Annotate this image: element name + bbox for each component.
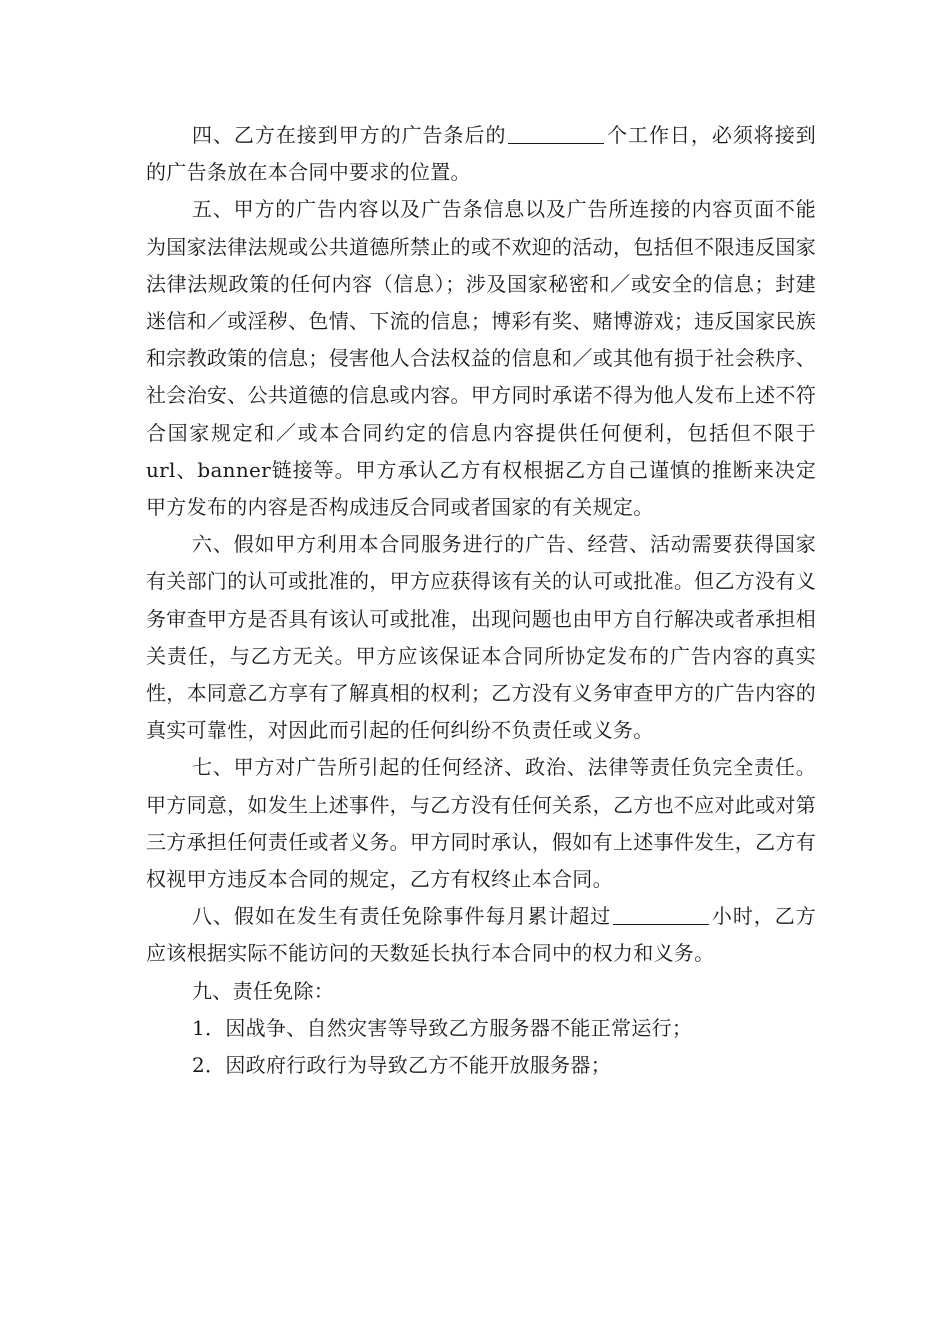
clause-7: 七、甲方对广告所引起的任何经济、政治、法律等责任负完全责任。甲方同意，如发生上述事件，与乙方没有任何关系，乙方也不应对此或对第三方承担任何责任或者义务。甲方同时承认，假如有上述事件发生，乙方有权视甲方违反本合同的规定，乙方有权终止本合同。: [146, 755, 816, 892]
clause-6: 六、假如甲方利用本合同服务进行的广告、经营、活动需要获得国家有关部门的认可或批准的，甲方应获得该有关的认可或批准。但乙方没有义务审查甲方是否具有该认可或批准，出现问题也由甲方自行解决或者承担相关责任，与乙方无关。甲方应该保证本合同所协定发布的广告内容的真实性，本同意乙方享有了解真相的权利；乙方没有义务审查甲方的广告内容的真实可靠性，对因此而引起的任何纠纷不负责任或义务。: [146, 532, 816, 743]
clause-8-text-b: 小时，乙方应该根据实际不能访问的天数延长执行本合同中的权力和义务。: [146, 904, 817, 966]
document-page: [146, 117, 816, 1084]
fill-in-blank-days[interactable]: [508, 121, 604, 144]
clause-9-heading: 九、责任免除：: [192, 978, 335, 1003]
clause-5: 五、甲方的广告内容以及广告条信息以及广告所连接的内容页面不能为国家法律法规或公共道德所禁止的或不欢迎的活动，包括但不限违反国家法律法规政策的任何内容（信息）；涉及国家秘密和／或安全的信息；封建迷信和／或淫秽、色情、下流的信息；博彩有奖、赌博游戏；违反国家民族和宗教政策的信息；侵害他人合法权益的信息和／或其他有损于社会秩序、社会治安、公共道德的信息或内容。甲方同时承诺不得为他人发布上述不符合国家规定和／或本合同约定的信息内容提供任何便利，包括但不限于url、banner链接等。甲方承认乙方有权根据乙方自己谨慎的推断来决定甲方发布的内容是否构成违反合同或者国家的有关规定。: [146, 197, 816, 520]
clause-4-text-b: 个工作日，必须将接到的广告条放在本合同中要求的位置。: [146, 123, 817, 185]
clause-4: [146, 117, 816, 191]
clause-8-text-a: 八、假如在发生有责任免除事件每月累计超过: [192, 904, 612, 929]
clause-4-text-a: 四、乙方在接到甲方的广告条后的: [192, 123, 507, 147]
clause-8: [146, 898, 816, 972]
fill-in-blank-hours[interactable]: [613, 902, 709, 925]
clause-9-item-2: 2．因政府行政行为导致乙方不能开放服务器；: [192, 1053, 612, 1078]
clause-9-item-1: 1．因战争、自然灾害等导致乙方服务器不能正常运行；: [192, 1015, 693, 1040]
